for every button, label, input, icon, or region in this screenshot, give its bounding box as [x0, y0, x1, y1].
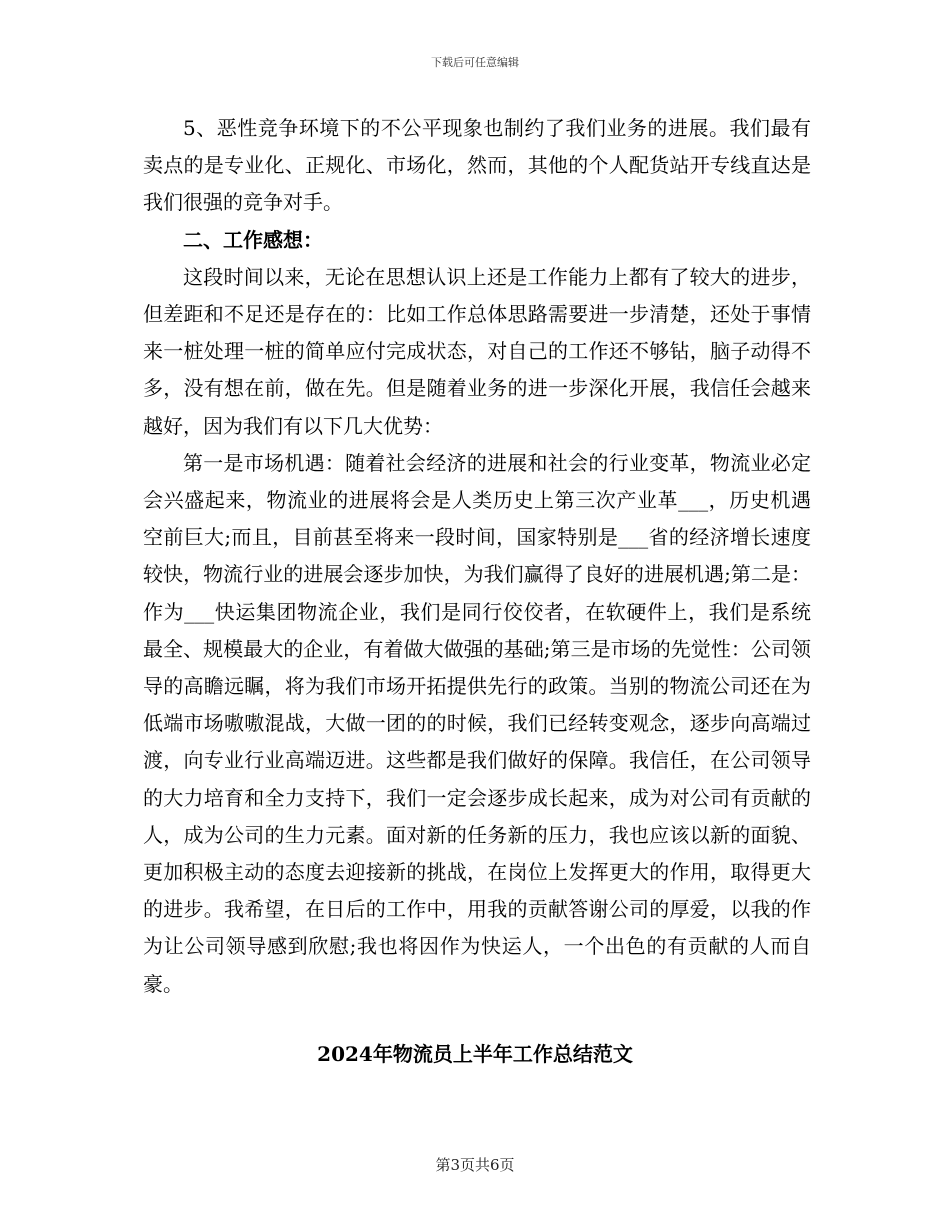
next-document-title: 2024年物流员上半年工作总结范文 [317, 1042, 633, 1066]
paragraph-reflection: 这段时间以来，无论在思想认识上还是工作能力上都有了较大的进步，但差距和不足还是存在的：比如工作总体思路需要进一步清楚，还处于事情来一桩处理一桩的简单应付完成状态，对自己的工作还不够钻，脑子动得不多，没有想在前，做在先。但是随着业务的进一步深化开展，我信任会越来越好，因为我们有以下几大优势： [143, 264, 811, 438]
page-footer-number: 第3页共6页 [435, 1156, 515, 1174]
document-body [143, 110, 811, 1003]
paragraph-competition: 5、恶性竞争环境下的不公平现象也制约了我们业务的进展。我们最有卖点的是专业化、正规化、市场化，然而，其他的个人配货站开专线直达是我们很强的竞争对手。 [143, 116, 811, 215]
section-heading-reflection: 二、工作感想： [183, 227, 323, 252]
page-header-note: 下载后可任意编辑 [431, 56, 519, 69]
paragraph-advantages: 第一是市场机遇：随着社会经济的进展和社会的行业变革，物流业必定会兴盛起来，物流业的进展将会是人类历史上第三次产业革___，历史机遇空前巨大;而且，目前甚至将来一段时间，国家特别是___省的经济增长速度较快，物流行业的进展会逐步加快，为我们赢得了良好的进展机遇;第二是：作为___快运集团物流企业，我们是同行佼佼者，在软硬件上，我们是系统最全、规模最大的企业，有着做大做强的基础;第三是市场的先觉性：公司领导的高瞻远瞩，将为我们市场开拓提供先行的政策。当别的物流公司还在为低端市场嗷嗷混战，大做一团的的时候，我们已经转变观念，逐步向高端过渡，向专业行业高端迈进。这些都是我们做好的保障。我信任，在公司领导的大力培育和全力支持下，我们一定会逐步成长起来，成为对公司有贡献的人，成为公司的生力元素。面对新的任务新的压力，我也应该以新的面貌、更加积极主动的态度去迎接新的挑战，在岗位上发挥更大的作用，取得更大的进步。我希望，在日后的工作中，用我的贡献答谢公司的厚爱，以我的作为让公司领导感到欣慰;我也将因作为快运人，一个出色的有贡献的人而自豪。 [143, 450, 811, 996]
